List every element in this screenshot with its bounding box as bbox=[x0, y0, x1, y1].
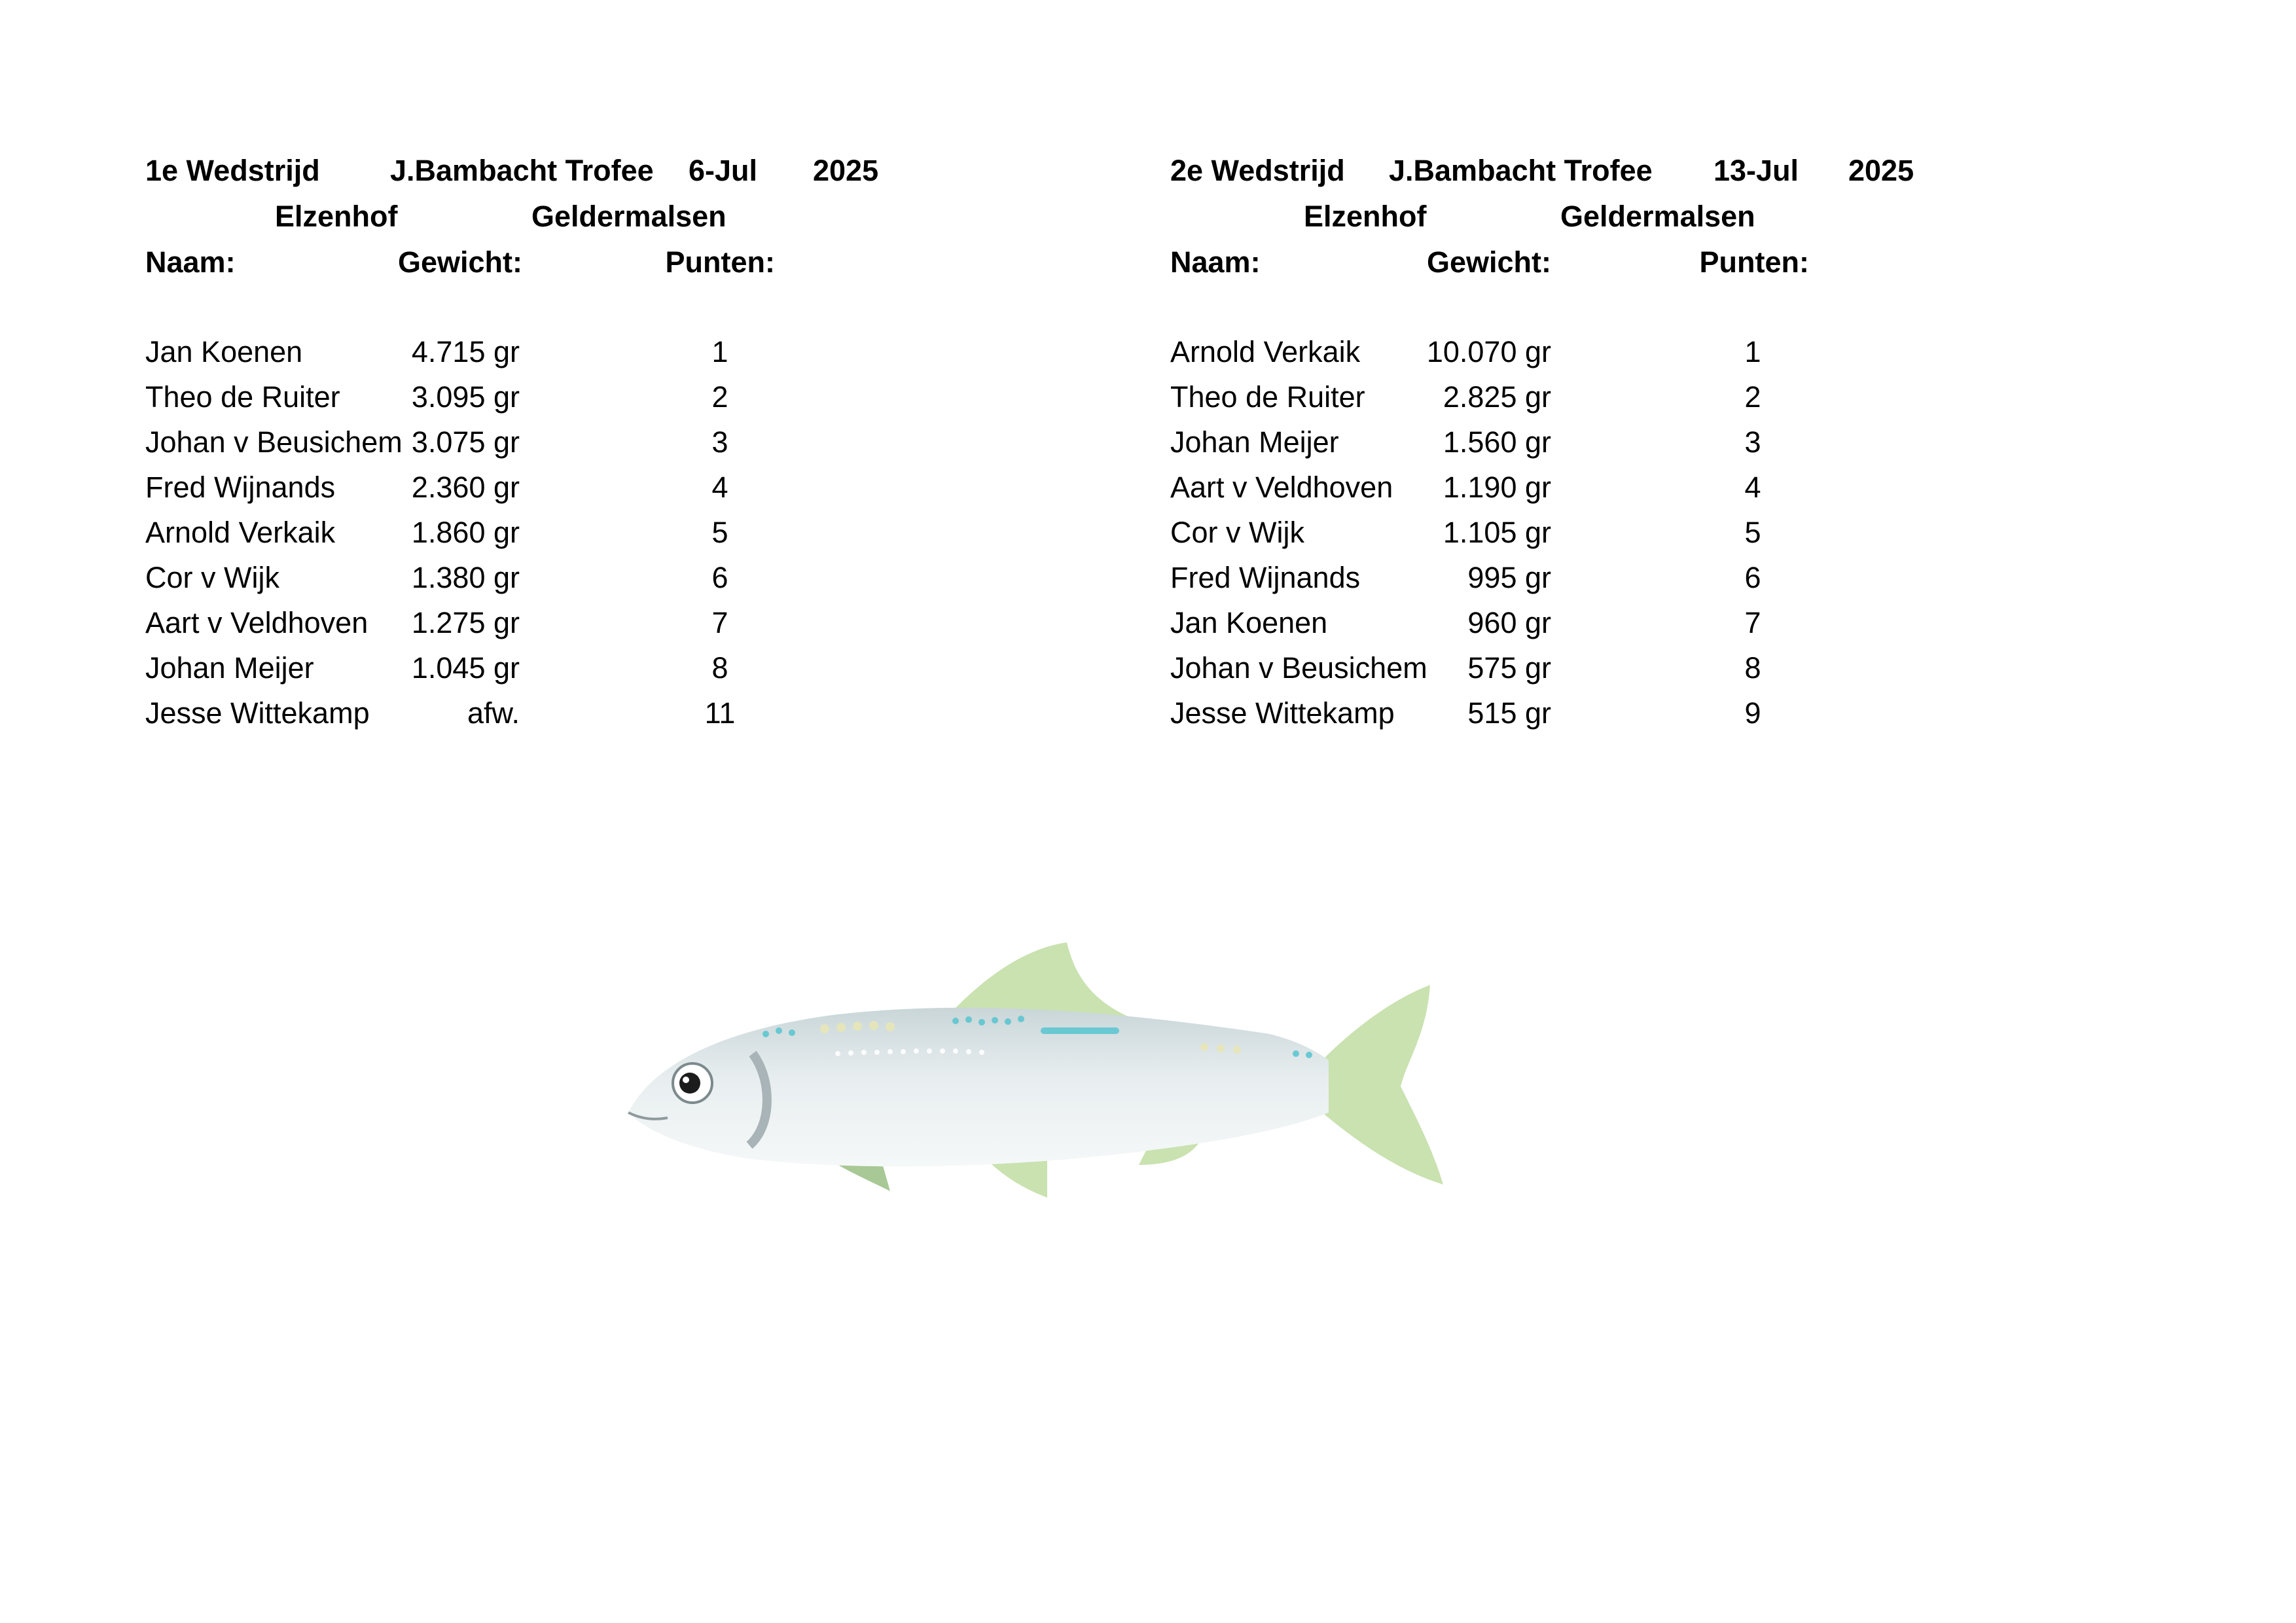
points: 4 bbox=[1744, 471, 1761, 504]
column-header-name: Naam: bbox=[1170, 245, 1261, 279]
column-header-weight: Gewicht: bbox=[397, 245, 522, 279]
participant-name: Jesse Wittekamp bbox=[145, 696, 370, 730]
participant-name: Theo de Ruiter bbox=[145, 380, 340, 414]
participant-name: Fred Wijnands bbox=[1170, 561, 1361, 594]
catch-weight: 2.825 gr bbox=[1443, 380, 1551, 414]
points: 2 bbox=[711, 380, 728, 414]
points: 8 bbox=[1744, 651, 1761, 685]
catch-weight: 2.360 gr bbox=[411, 471, 520, 504]
venue: Elzenhof bbox=[275, 200, 398, 233]
trophy-name: J.Bambacht Trofee bbox=[1389, 154, 1653, 187]
catch-weight: 995 gr bbox=[1467, 561, 1551, 594]
town: Geldermalsen bbox=[1560, 200, 1755, 233]
catch-weight: 10.070 gr bbox=[1426, 335, 1551, 368]
points: 7 bbox=[1744, 606, 1761, 639]
participant-name: Johan Meijer bbox=[145, 651, 314, 685]
participant-name: Johan Meijer bbox=[1170, 425, 1339, 459]
points: 8 bbox=[711, 651, 728, 685]
catch-weight: afw. bbox=[467, 696, 520, 730]
points: 5 bbox=[711, 516, 728, 549]
catch-weight: 1.105 gr bbox=[1443, 516, 1551, 549]
points: 6 bbox=[711, 561, 728, 594]
catch-weight: 3.075 gr bbox=[411, 425, 520, 459]
participant-name: Arnold Verkaik bbox=[1170, 335, 1361, 368]
points: 6 bbox=[1744, 561, 1761, 594]
competition-year: 2025 bbox=[1848, 154, 1914, 187]
participant-name: Jan Koenen bbox=[145, 335, 303, 368]
competition-year: 2025 bbox=[813, 154, 879, 187]
catch-weight: 515 gr bbox=[1467, 696, 1551, 730]
catch-weight: 3.095 gr bbox=[411, 380, 520, 414]
points: 11 bbox=[704, 696, 736, 730]
catch-weight: 1.860 gr bbox=[411, 516, 520, 549]
venue: Elzenhof bbox=[1304, 200, 1427, 233]
catch-weight: 1.275 gr bbox=[411, 606, 520, 639]
catch-weight: 4.715 gr bbox=[411, 335, 520, 368]
points: 9 bbox=[1744, 696, 1761, 730]
points: 3 bbox=[1744, 425, 1761, 459]
points: 2 bbox=[1744, 380, 1761, 414]
fish-icon bbox=[615, 929, 1479, 1204]
town: Geldermalsen bbox=[531, 200, 726, 233]
points: 3 bbox=[711, 425, 728, 459]
catch-weight: 575 gr bbox=[1467, 651, 1551, 685]
participant-name: Johan v Beusichem bbox=[145, 425, 403, 459]
catch-weight: 1.045 gr bbox=[411, 651, 520, 685]
round-title: 2e Wedstrijd bbox=[1170, 154, 1345, 187]
points: 4 bbox=[711, 471, 728, 504]
participant-name: Cor v Wijk bbox=[1170, 516, 1304, 549]
competition-date: 6-Jul bbox=[689, 154, 758, 187]
column-header-name: Naam: bbox=[145, 245, 236, 279]
catch-weight: 960 gr bbox=[1467, 606, 1551, 639]
participant-name: Theo de Ruiter bbox=[1170, 380, 1365, 414]
points: 1 bbox=[711, 335, 728, 368]
column-header-weight: Gewicht: bbox=[1426, 245, 1551, 279]
round-title: 1e Wedstrijd bbox=[145, 154, 320, 187]
trophy-name: J.Bambacht Trofee bbox=[390, 154, 654, 187]
participant-name: Jesse Wittekamp bbox=[1170, 696, 1395, 730]
participant-name: Jan Koenen bbox=[1170, 606, 1328, 639]
competition-date: 13-Jul bbox=[1713, 154, 1799, 187]
participant-name: Aart v Veldhoven bbox=[1170, 471, 1393, 504]
participant-name: Arnold Verkaik bbox=[145, 516, 336, 549]
points: 1 bbox=[1744, 335, 1761, 368]
column-header-points: Punten: bbox=[1699, 245, 1809, 279]
catch-weight: 1.190 gr bbox=[1443, 471, 1551, 504]
catch-weight: 1.560 gr bbox=[1443, 425, 1551, 459]
participant-name: Fred Wijnands bbox=[145, 471, 336, 504]
points: 7 bbox=[711, 606, 728, 639]
participant-name: Aart v Veldhoven bbox=[145, 606, 368, 639]
column-header-points: Punten: bbox=[665, 245, 775, 279]
participant-name: Johan v Beusichem bbox=[1170, 651, 1427, 685]
points: 5 bbox=[1744, 516, 1761, 549]
participant-name: Cor v Wijk bbox=[145, 561, 279, 594]
catch-weight: 1.380 gr bbox=[411, 561, 520, 594]
competition-2 bbox=[0, 0, 2296, 785]
